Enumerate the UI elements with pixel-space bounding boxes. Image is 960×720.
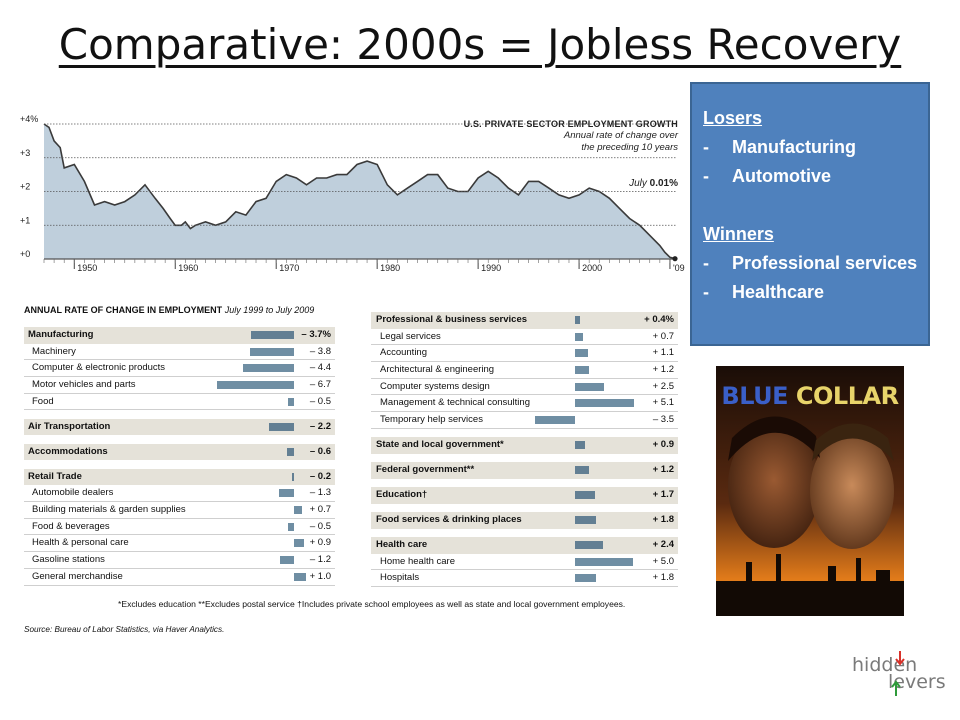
row-value: – 6.7 [309, 379, 331, 391]
poster-title-word-1: BLUE [721, 382, 789, 410]
row-label: Architectural & engineering [380, 364, 495, 376]
table-row [24, 360, 335, 377]
y-tick-label: +3 [20, 147, 31, 158]
x-tick-label: 1960 [178, 263, 199, 273]
logo-arrows-icon [852, 650, 944, 698]
value-bar [575, 441, 585, 449]
table-section-row [24, 469, 335, 486]
y-tick-label: +0 [20, 249, 31, 259]
row-value: + 2.5 [652, 380, 674, 392]
table-section-row [371, 462, 678, 479]
x-tick-label: 2000 [582, 263, 603, 273]
row-label: Retail Trade [28, 470, 82, 482]
table-section-row [24, 327, 335, 344]
row-value: + 1.2 [652, 364, 674, 376]
x-tick-label: 1990 [481, 263, 502, 273]
value-bar [575, 466, 589, 474]
y-tick-label: +4% [20, 114, 39, 124]
row-label: Food services & drinking places [376, 514, 522, 526]
value-bar [250, 348, 294, 356]
row-label: Health care [376, 539, 428, 551]
row-value: + 1.8 [652, 572, 674, 584]
table-row [24, 569, 335, 586]
value-bar [294, 573, 306, 581]
row-label: Professional & business services [376, 314, 528, 325]
row-label: Education† [376, 489, 428, 501]
row-value: + 2.4 [652, 539, 674, 551]
loser-item: - Manufacturing [703, 137, 856, 157]
table-gap [24, 435, 335, 443]
table-row [24, 502, 335, 519]
table-title-text: ANNUAL RATE OF CHANGE IN EMPLOYMENT [24, 305, 223, 315]
row-value: – 3.5 [652, 414, 674, 426]
row-label: Food & beverages [32, 520, 110, 532]
value-bar [575, 516, 596, 524]
value-bar [575, 366, 589, 374]
logo-line-2: levers [888, 671, 946, 693]
employment-table-right [371, 312, 678, 587]
row-label: Hospitals [380, 572, 420, 584]
value-bar [269, 423, 294, 431]
value-bar [575, 316, 580, 324]
row-label: Machinery [32, 345, 76, 357]
row-value: – 3.7% [301, 329, 331, 340]
value-bar [575, 574, 596, 582]
table-section-row [371, 537, 678, 554]
value-bar [217, 381, 294, 389]
row-label: State and local government* [376, 439, 504, 451]
value-bar [575, 349, 588, 357]
table-row [371, 345, 678, 362]
value-bar [287, 448, 294, 456]
row-label: Accommodations [28, 445, 108, 457]
row-label: Computer & electronic products [32, 362, 166, 374]
row-value: + 1.2 [652, 464, 674, 476]
table-row [24, 394, 335, 411]
table-gap [371, 479, 678, 487]
value-bar [251, 331, 294, 339]
row-value: + 0.9 [309, 537, 331, 549]
row-label: Management & technical consulting [380, 397, 530, 409]
value-bar [294, 539, 304, 547]
july-annotation [600, 178, 678, 189]
row-label: Automobile dealers [32, 487, 114, 499]
value-bar [243, 364, 294, 372]
row-label: Manufacturing [28, 329, 94, 340]
table-row [24, 485, 335, 502]
table-footnote: *Excludes education **Excludes postal service †Includes private school employees as well as state and local government employees. [118, 599, 626, 609]
row-value: – 1.2 [309, 554, 331, 566]
table-gap [24, 410, 335, 418]
row-label: Computer systems design [380, 380, 490, 392]
table-row [24, 552, 335, 569]
row-value: – 2.2 [309, 420, 331, 432]
value-bar [575, 333, 583, 341]
table-row [24, 535, 335, 552]
winners-heading: Winners [703, 224, 774, 244]
row-value: + 0.7 [652, 330, 674, 342]
value-bar [535, 416, 575, 424]
row-value: + 0.4% [644, 314, 674, 325]
table-row [24, 377, 335, 394]
value-bar [575, 383, 604, 391]
value-bar [575, 399, 634, 407]
poster-title-word-2: COLLAR [795, 382, 899, 410]
value-bar [292, 473, 294, 481]
blue-collar-movie-poster [716, 366, 904, 616]
table-row [371, 379, 678, 396]
row-value: + 5.1 [652, 397, 674, 409]
table-section-row [24, 444, 335, 461]
row-label: Food [32, 395, 54, 407]
value-bar [575, 541, 603, 549]
table-section-row [24, 419, 335, 436]
table-title [24, 305, 314, 315]
table-row [371, 395, 678, 412]
table-gap [24, 460, 335, 468]
row-label: Accounting [380, 347, 428, 359]
table-source: Source: Bureau of Labor Statistics, via Haver Analytics. [24, 625, 225, 634]
x-tick-label: 1950 [77, 263, 98, 273]
row-label: Federal government** [376, 464, 475, 476]
table-row [24, 344, 335, 361]
value-bar [288, 398, 294, 406]
top-chart-title: U.S. PRIVATE SECTOR EMPLOYMENT GROWTH [463, 119, 678, 129]
row-value: + 0.9 [652, 439, 674, 451]
logo-line-1: hidden [852, 654, 918, 676]
y-tick-label: +2 [20, 181, 31, 192]
row-value: – 0.6 [309, 445, 331, 457]
top-chart-subtitle-1: Annual rate of change over [563, 130, 678, 141]
july-label: July [629, 178, 647, 189]
row-value: + 1.8 [652, 514, 674, 526]
row-label: Motor vehicles and parts [32, 379, 136, 391]
top-chart-subtitle-2: the preceding 10 years [581, 142, 678, 153]
row-label: Temporary help services [380, 414, 483, 426]
table-section-row [371, 312, 678, 329]
july-value: 0.01% [649, 178, 678, 189]
row-label: Air Transportation [28, 420, 111, 432]
table-section-row [371, 512, 678, 529]
x-tick-label: 1980 [380, 263, 401, 273]
winner-item: - Professional services [703, 253, 918, 273]
value-bar [280, 556, 294, 564]
x-tick-label: '09 [672, 263, 685, 273]
table-section-row [371, 487, 678, 504]
row-value: – 4.4 [309, 362, 331, 374]
row-label: Gasoline stations [32, 554, 105, 566]
hiddenlevers-logo [852, 650, 944, 698]
table-row [371, 329, 678, 346]
row-value: + 1.0 [309, 570, 331, 582]
table-row [24, 519, 335, 536]
winners-losers-callout [690, 82, 930, 346]
row-value: + 1.7 [652, 489, 674, 501]
table-row [371, 412, 678, 429]
value-bar [279, 489, 294, 497]
row-value: + 1.1 [652, 347, 674, 359]
value-bar [575, 491, 595, 499]
row-label: Health & personal care [32, 537, 129, 549]
value-bar [575, 558, 633, 566]
row-value: – 3.8 [309, 345, 331, 357]
employment-table-left [24, 327, 335, 586]
latest-value-dot [672, 256, 677, 261]
row-label: General merchandise [32, 570, 123, 582]
row-label: Legal services [380, 330, 441, 342]
table-period: July 1999 to July 2009 [224, 305, 315, 315]
row-label: Home health care [380, 555, 455, 567]
row-value: – 0.5 [309, 520, 331, 532]
loser-item: - Automotive [703, 166, 831, 186]
winner-item: - Healthcare [703, 282, 825, 302]
losers-heading: Losers [703, 108, 763, 128]
row-value: – 1.3 [309, 487, 331, 499]
row-value: + 0.7 [309, 504, 331, 516]
table-section-row [371, 437, 678, 454]
row-value: – 0.5 [309, 395, 331, 407]
table-gap [371, 504, 678, 512]
table-row [371, 570, 678, 587]
value-bar [294, 506, 302, 514]
y-tick-label: +1 [20, 215, 31, 226]
top-chart-heading [400, 118, 678, 154]
row-value: + 5.0 [652, 555, 674, 567]
table-row [371, 554, 678, 571]
row-label: Building materials & garden supplies [32, 504, 186, 516]
table-gap [371, 529, 678, 537]
poster-title [716, 382, 904, 410]
slide-title: Comparative: 2000s = Jobless Recovery [58, 20, 902, 69]
table-gap [371, 454, 678, 462]
x-tick-label: 1970 [279, 263, 300, 273]
value-bar [288, 523, 294, 531]
table-gap [371, 429, 678, 437]
table-row [371, 362, 678, 379]
row-value: – 0.2 [309, 470, 331, 482]
